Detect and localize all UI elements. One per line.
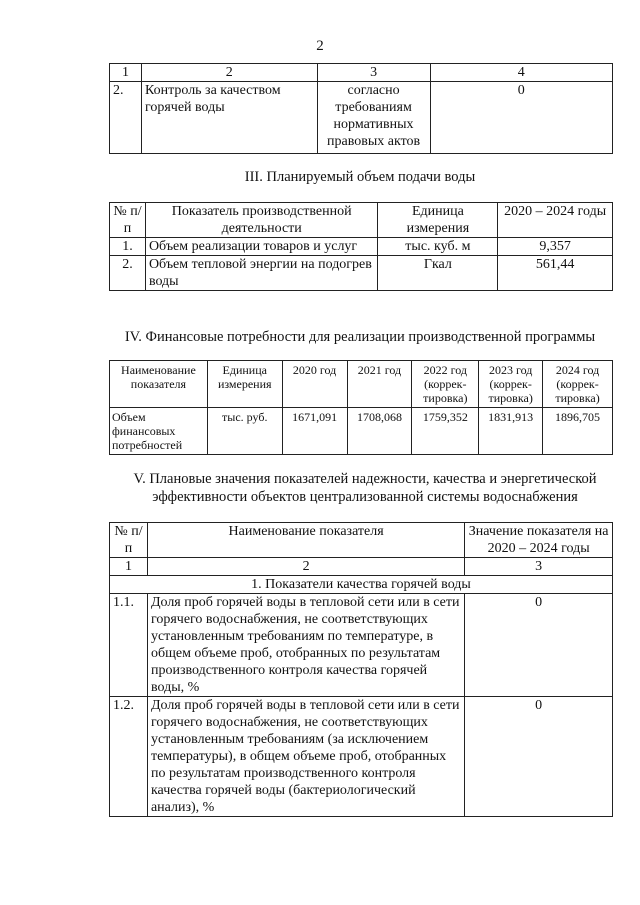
- row-value: 1671,091: [282, 408, 347, 455]
- row-name: Объем реализации товаров и услуг: [145, 238, 378, 256]
- row-value: 9,357: [498, 238, 613, 256]
- row-number: 1.1.: [110, 594, 148, 697]
- row-unit: тыс. куб. м: [378, 238, 498, 256]
- section-title: IV. Финансовые потребности для реализации производственной программы: [124, 329, 596, 345]
- row-number: 2.: [110, 82, 142, 154]
- table-row: [110, 238, 613, 256]
- financial-needs-table: [109, 360, 613, 455]
- table-row: [110, 594, 613, 697]
- row-name: Доля проб горячей воды в тепловой сети или в сети горячего водоснабжения, не соответствующих установленным требованиям по температуре, в общем объеме проб, отобранных по результатам производственного контроля качества горячей воды, %: [147, 594, 464, 697]
- row-number: 2.: [110, 256, 146, 291]
- header-cell: Значение показателя на 2020 – 2024 годы: [465, 523, 613, 558]
- table-row: [110, 256, 613, 291]
- indicators-table: [109, 522, 613, 817]
- row-name: Доля проб горячей воды в тепловой сети или в сети горячего водоснабжения, не соответствующих установленным требованиям (за исключением температуры), в общем объеме проб, отобранных по результатам производственного контроля качества горячей воды (бактериологический анализ), %: [147, 697, 464, 817]
- header-cell: Единица измерения: [378, 203, 498, 238]
- row-value: 0: [465, 697, 613, 817]
- header-cell: Показатель производственной деятельности: [145, 203, 378, 238]
- water-supply-table: [109, 202, 613, 291]
- header-cell: № п/п: [110, 203, 146, 238]
- row-value: 1759,352: [412, 408, 479, 455]
- column-number: 3: [465, 558, 613, 576]
- header-cell: 2: [141, 64, 317, 82]
- header-cell: Наименование показателя: [147, 523, 464, 558]
- section-title: III. Планируемый объем подачи воды: [244, 169, 476, 185]
- header-cell: 2020 год: [282, 361, 347, 408]
- row-value: 561,44: [498, 256, 613, 291]
- group-row: [110, 576, 613, 594]
- quality-control-table: [109, 63, 613, 154]
- header-cell: Наименование показателя: [110, 361, 208, 408]
- table-row: [110, 408, 613, 455]
- header-cell: 2021 год: [347, 361, 412, 408]
- header-cell: Единица измерения: [207, 361, 282, 408]
- row-value: 1708,068: [347, 408, 412, 455]
- header-cell: 3: [317, 64, 430, 82]
- row-value: 0: [465, 594, 613, 697]
- row-name: Объем тепловой энергии на подогрев воды: [145, 256, 378, 291]
- row-number: 1.: [110, 238, 146, 256]
- header-cell: 1: [110, 64, 142, 82]
- header-cell: 2022 год (коррек-тировка): [412, 361, 479, 408]
- table-row: [110, 697, 613, 817]
- header-cell: 2023 год (коррек-тировка): [479, 361, 543, 408]
- table-header-row: [110, 361, 613, 408]
- row-unit: тыс. руб.: [207, 408, 282, 455]
- table-row: [110, 82, 613, 154]
- section-title: V. Плановые значения показателей надежности, качества и энергетической эффективности объектов централизованной системы водоснабжения: [133, 471, 597, 505]
- row-value: 1896,705: [543, 408, 613, 455]
- table-header-row: [110, 203, 613, 238]
- group-title: 1. Показатели качества горячей воды: [110, 576, 613, 594]
- page-number: 2: [316, 38, 324, 54]
- header-cell: № п/п: [110, 523, 148, 558]
- row-basis: согласно требованиям нормативных правовых актов: [317, 82, 430, 154]
- header-cell: 4: [430, 64, 612, 82]
- header-cell: 2024 год (коррек-тировка): [543, 361, 613, 408]
- column-number: 2: [147, 558, 464, 576]
- row-unit: Гкал: [378, 256, 498, 291]
- row-number: 1.2.: [110, 697, 148, 817]
- table-header-row: [110, 64, 613, 82]
- row-value: 1831,913: [479, 408, 543, 455]
- row-value: 0: [430, 82, 612, 154]
- column-number-row: [110, 558, 613, 576]
- row-name: Объем финансовых потребностей: [110, 408, 208, 455]
- row-name: Контроль за качеством горячей воды: [141, 82, 317, 154]
- header-cell: 2020 – 2024 годы: [498, 203, 613, 238]
- column-number: 1: [110, 558, 148, 576]
- table-header-row: [110, 523, 613, 558]
